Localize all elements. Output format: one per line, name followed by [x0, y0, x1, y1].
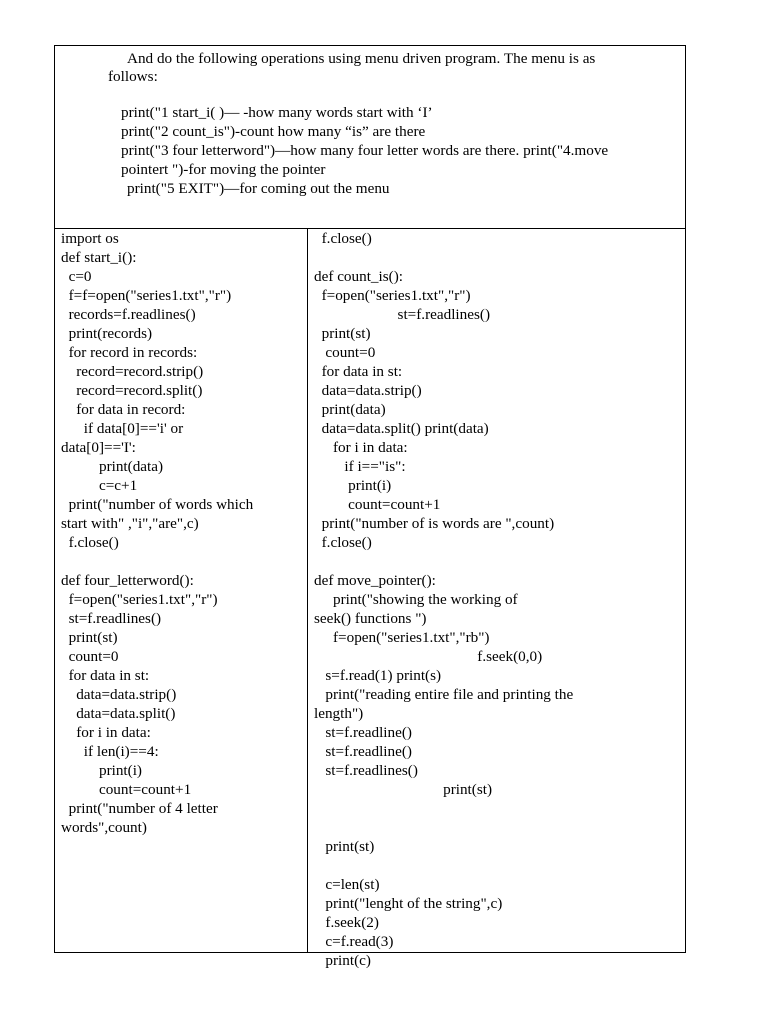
code-line: f=f=open("series1.txt","r") [61, 287, 232, 304]
code-line: print(c) [314, 952, 371, 969]
code-line: print(data) [61, 458, 164, 475]
code-line: for data in st: [314, 363, 403, 380]
code-line: for record in records: [61, 344, 198, 361]
menu-line-4: pointert ")-for moving the pointer [121, 161, 326, 178]
code-line: data=data.strip() [314, 382, 422, 399]
code-line: f.seek(0,0) [314, 648, 543, 665]
code-line: c=f.read(3) [314, 933, 394, 950]
code-line: if data[0]=='i' or [61, 420, 184, 437]
code-line: st=f.readline() [314, 724, 412, 741]
code-line: print(st) [314, 838, 375, 855]
intro-line-1: And do the following operations using menu driven program. The menu is as [127, 50, 596, 67]
code-line: print(st) [314, 325, 371, 342]
menu-line-3: print("3 four letterword")—how many four letter words are there. print("4.move [121, 142, 609, 159]
code-line: print(data) [314, 401, 386, 418]
code-line: if i=="is": [314, 458, 406, 475]
code-line: for i in data: [314, 439, 408, 456]
code-line: count=count+1 [61, 781, 192, 798]
code-line: st=f.readlines() [61, 610, 162, 627]
code-line: s=f.read(1) print(s) [314, 667, 442, 684]
intro-line-2: follows: [108, 68, 158, 85]
code-line: f.seek(2) [314, 914, 379, 931]
code-line: words",count) [61, 819, 147, 836]
code-line: print(i) [314, 477, 392, 494]
code-line: data[0]=='I': [61, 439, 136, 456]
code-line: print("number of 4 letter [61, 800, 218, 817]
code-line: print(i) [61, 762, 142, 779]
code-line: for data in st: [61, 667, 150, 684]
code-line: c=0 [61, 268, 92, 285]
code-line: print("number of is words are ",count) [314, 515, 555, 532]
document-table [54, 45, 686, 969]
code-line: c=len(st) [314, 876, 380, 893]
code-line: for data in record: [61, 401, 186, 418]
column-divider [307, 229, 308, 953]
code-line: print(records) [61, 325, 153, 342]
code-line: print("lenght of the string",c) [314, 895, 503, 912]
code-line: f.close() [314, 534, 372, 551]
code-line: print("number of words which [61, 496, 254, 513]
code-line: record=record.split() [61, 382, 203, 399]
code-line: record=record.strip() [61, 363, 204, 380]
menu-line-2: print("2 count_is")-count how many “is” are there [121, 123, 426, 140]
code-line: c=c+1 [61, 477, 138, 494]
code-line: records=f.readlines() [61, 306, 196, 323]
code-line: def count_is(): [314, 268, 403, 285]
code-line: print(st) [61, 629, 118, 646]
code-line: count=count+1 [314, 496, 441, 513]
code-line: for i in data: [61, 724, 151, 741]
code-line: def four_letterword(): [61, 572, 194, 589]
menu-line-5: print("5 EXIT")—for coming out the menu [127, 180, 390, 197]
code-line: st=f.readlines() [314, 306, 491, 323]
menu-line-1: print("1 start_i( )— -how many words start with ‘I’ [121, 104, 433, 121]
code-line: if len(i)==4: [61, 743, 159, 760]
code-line: data=data.split() print(data) [314, 420, 489, 437]
code-line: print(st) [314, 781, 493, 798]
code-line: length") [314, 705, 364, 722]
code-line: data=data.split() [61, 705, 176, 722]
code-line: f=open("series1.txt","r") [314, 287, 471, 304]
code-line: data=data.strip() [61, 686, 177, 703]
code-line: st=f.readline() [314, 743, 412, 760]
code-line: count=0 [314, 344, 376, 361]
code-line: print("showing the working of [314, 591, 518, 608]
code-line: count=0 [61, 648, 119, 665]
code-line: f=open("series1.txt","r") [61, 591, 218, 608]
code-line: f.close() [61, 534, 119, 551]
code-line: f=open("series1.txt","rb") [314, 629, 490, 646]
code-line: def start_i(): [61, 249, 137, 266]
code-line: st=f.readlines() [314, 762, 418, 779]
code-line: import os [61, 230, 119, 247]
code-line: seek() functions ") [314, 610, 427, 627]
code-line: print("reading entire file and printing the [314, 686, 574, 703]
code-line: start with" ,"i","are",c) [61, 515, 199, 532]
code-line: def move_pointer(): [314, 572, 436, 589]
instructions-cell [55, 46, 685, 229]
code-line: f.close() [314, 230, 372, 247]
